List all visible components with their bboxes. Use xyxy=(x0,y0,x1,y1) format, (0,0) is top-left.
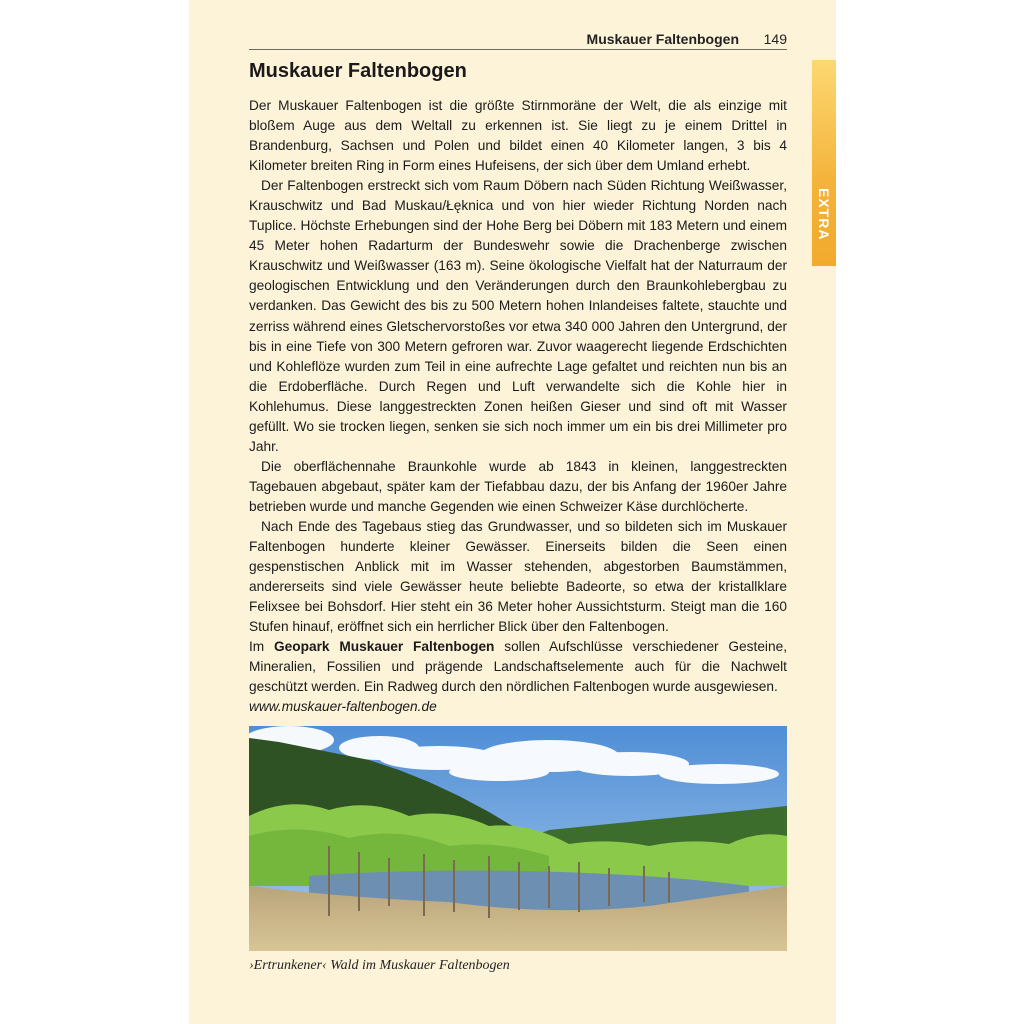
extra-tab-label: EXTRA xyxy=(816,188,832,241)
photo-illustration xyxy=(249,726,787,951)
running-title: Muskauer Faltenbogen xyxy=(586,31,739,47)
paragraph: Der Faltenbogen erstreckt sich vom Raum Döbern nach Süden Richtung Weißwasser, Krauschwitz und Bad Muskau/Łęknica und von hier wieder Richtung Norden nach Tuplice. Höchste Erhebungen sind der Hohe Berg bei Döbern mit 183 Metern und einem 45 Meter hohen Radarturm der Bundeswehr sowie die Drachenberge zwischen Krauschwitz und Weißwasser (163 m). Seine ökologische Vielfalt hat der Naturraum der geologischen Entwicklung und den Veränderungen durch den Braunkohlebergbau zu verdanken. Das Gewicht des bis zu 500 Metern hohen Inlandeises faltete, stauchte und zerriss während eines Gletschervorstoßes vor etwa 340 000 Jahren den Untergrund, der bis in eine Tiefe von 300 Metern gefroren war. Zuvor waagerecht liegende Erdschichten und Kohleflöze wurden zum Teil in eine aufrechte Lage gefaltet und reichten nun bis an die Erdoberfläche. Durch Regen und Luft verwandelte sich die Kohle hier in Kohlehumus. Diese langgestreckten Zonen heißen Gieser und sind oft mit Wasser gefüllt. Wo sie trocken liegen, senken sie sich noch immer um ein bis drei Millimeter pro Jahr. xyxy=(249,178,787,454)
paragraph: Nach Ende des Tagebaus stieg das Grundwasser, und so bildeten sich im Muskauer Faltenbogen hunderte kleiner Gewässer. Einerseits bilden die Seen einen gespenstischen Anblick mit im Wasser stehenden, abgestorben Baumstämmen, andererseits sind viele Gewässer heute beliebte Badeorte, so etwa der kristallklare Felixsee bei Bohsdorf. Hier steht ein 36 Meter hoher Aussichtsturm. Steigt man die 160 Stufen hinauf, eröffnet sich ein herrlicher Blick über den Faltenbogen. xyxy=(249,518,787,635)
website-link[interactable]: www.muskauer-faltenbogen.de xyxy=(249,699,437,715)
page-number: 149 xyxy=(763,31,787,47)
paragraph: Der Muskauer Faltenbogen ist die größte Stirnmoräne der Welt, die als einzige mit bloßem Auge aus dem Weltall zu erkennen ist. Sie liegt zu je einem Drittel in Brandenburg, Sachsen und Polen und bildet einen 40 Kilometer langen, 3 bis 4 Kilometer breiten Ring in Form eines Hufeisens, der sich über dem Umland erhebt. xyxy=(249,98,787,174)
running-header xyxy=(249,30,787,50)
photo-caption: ›Ertrunkener‹ Wald im Muskauer Faltenbogen xyxy=(249,958,510,973)
book-page xyxy=(189,0,836,1024)
geopark-prefix: Im xyxy=(249,639,275,655)
article-body xyxy=(249,96,787,717)
paragraph: Die oberflächennahe Braunkohle wurde ab 1843 in kleinen, langgestreckten Tagebauen abgebaut, später kam der Tiefabbau dazu, der bis Anfang der 1960er Jahre betrieben wurde und manche Gegenden wie einen Schweizer Käse durchlöcherte. xyxy=(249,458,787,514)
drowned-forest-photo xyxy=(249,726,787,951)
geopark-name: Geopark Muskauer Faltenbogen xyxy=(274,639,495,655)
extra-tab xyxy=(812,60,836,266)
geopark-paragraph xyxy=(249,637,787,697)
article-title: Muskauer Faltenbogen xyxy=(249,60,467,82)
geopark-text: sollen Aufschlüsse verschiedener Gesteine, Mineralien, Fossilien und prägende Landschaftselemente auch für die Nachwelt geschützt werden. Ein Radweg durch den nördlichen Faltenbogen wurde ausgewiesen. xyxy=(249,639,787,695)
